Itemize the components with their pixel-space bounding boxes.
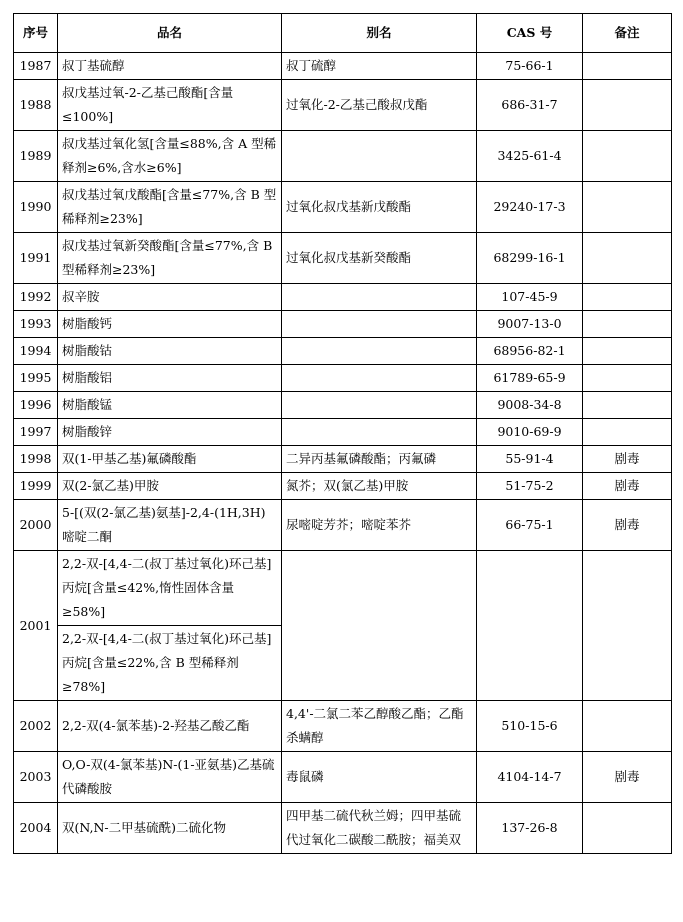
product-name: O,O-双(4-氯苯基)N-(1-亚氨基)乙基硫代磷酸胺 — [58, 752, 282, 803]
table-row — [14, 752, 672, 803]
cas-number — [477, 551, 583, 701]
alias-name: 4,4'-二氯二苯乙醇酸乙酯；乙酯杀螨醇 — [282, 701, 477, 752]
row-number: 1993 — [14, 311, 58, 338]
cas-number: 686-31-7 — [477, 80, 583, 131]
remark — [583, 419, 672, 446]
alias-name: 尿嘧啶芳芥；嘧啶苯芥 — [282, 500, 477, 551]
product-name: 2,2-双-[4,4-二(叔丁基过氧化)环己基]丙烷[含量≤22%,含 B 型稀释剂≥78%] — [58, 626, 282, 701]
header-cas: CAS 号 — [477, 14, 583, 53]
row-number: 1996 — [14, 392, 58, 419]
remark — [583, 392, 672, 419]
alias-name: 过氧化-2-乙基己酸叔戊酯 — [282, 80, 477, 131]
remark — [583, 182, 672, 233]
cas-number: 107-45-9 — [477, 284, 583, 311]
table-row — [14, 392, 672, 419]
row-number: 1992 — [14, 284, 58, 311]
table-row — [14, 701, 672, 752]
remark — [583, 311, 672, 338]
product-name: 双(N,N-二甲基硫酰)二硫化物 — [58, 803, 282, 854]
product-name: 树脂酸铝 — [58, 365, 282, 392]
product-name: 叔辛胺 — [58, 284, 282, 311]
row-number: 1998 — [14, 446, 58, 473]
cas-number: 68299-16-1 — [477, 233, 583, 284]
product-name: 双(1-甲基乙基)氟磷酸酯 — [58, 446, 282, 473]
cas-number: 68956-82-1 — [477, 338, 583, 365]
table-row — [14, 803, 672, 854]
row-number: 2001 — [14, 551, 58, 701]
header-alias: 别名 — [282, 14, 477, 53]
product-name: 双(2-氯乙基)甲胺 — [58, 473, 282, 500]
table-row — [14, 182, 672, 233]
alias-name: 氮芥；双(氯乙基)甲胺 — [282, 473, 477, 500]
table-row — [14, 551, 672, 626]
product-name: 2,2-双(4-氯苯基)-2-羟基乙酸乙酯 — [58, 701, 282, 752]
alias-name — [282, 131, 477, 182]
row-number: 1997 — [14, 419, 58, 446]
table-row — [14, 419, 672, 446]
product-name: 树脂酸钙 — [58, 311, 282, 338]
table-row — [14, 284, 672, 311]
alias-name — [282, 551, 477, 701]
remark — [583, 80, 672, 131]
cas-number: 9007-13-0 — [477, 311, 583, 338]
product-name: 叔丁基硫醇 — [58, 53, 282, 80]
alias-name — [282, 365, 477, 392]
chemical-table — [13, 13, 672, 854]
cas-number: 51-75-2 — [477, 473, 583, 500]
row-number: 1991 — [14, 233, 58, 284]
row-number: 2004 — [14, 803, 58, 854]
cas-number: 510-15-6 — [477, 701, 583, 752]
remark — [583, 131, 672, 182]
product-name: 2,2-双-[4,4-二(叔丁基过氧化)环己基]丙烷[含量≤42%,惰性固体含量≥58%] — [58, 551, 282, 626]
cas-number: 75-66-1 — [477, 53, 583, 80]
table-row — [14, 365, 672, 392]
row-number: 2000 — [14, 500, 58, 551]
remark: 剧毒 — [583, 446, 672, 473]
table-row — [14, 446, 672, 473]
table-row — [14, 233, 672, 284]
cas-number: 4104-14-7 — [477, 752, 583, 803]
row-number: 1995 — [14, 365, 58, 392]
remark — [583, 701, 672, 752]
remark — [583, 53, 672, 80]
remark: 剧毒 — [583, 500, 672, 551]
header-no: 序号 — [14, 14, 58, 53]
remark — [583, 233, 672, 284]
alias-name — [282, 419, 477, 446]
alias-name — [282, 392, 477, 419]
table-row — [14, 500, 672, 551]
alias-name — [282, 284, 477, 311]
header-note: 备注 — [583, 14, 672, 53]
row-number: 1989 — [14, 131, 58, 182]
alias-name: 过氧化叔戊基新戊酸酯 — [282, 182, 477, 233]
alias-name: 二异丙基氟磷酸酯；丙氟磷 — [282, 446, 477, 473]
alias-name: 叔丁硫醇 — [282, 53, 477, 80]
table-row — [14, 311, 672, 338]
product-name: 叔戊基过氧-2-乙基己酸酯[含量≤100%] — [58, 80, 282, 131]
cas-number: 55-91-4 — [477, 446, 583, 473]
product-name: 叔戊基过氧化氢[含量≤88%,含 A 型稀释剂≥6%,含水≥6%] — [58, 131, 282, 182]
product-name: 树脂酸钴 — [58, 338, 282, 365]
table-row — [14, 473, 672, 500]
remark — [583, 365, 672, 392]
table-row — [14, 338, 672, 365]
alias-name: 四甲基二硫代秋兰姆；四甲基硫代过氧化二碳酸二酰胺；福美双 — [282, 803, 477, 854]
cas-number: 137-26-8 — [477, 803, 583, 854]
cas-number: 9008-34-8 — [477, 392, 583, 419]
remark — [583, 284, 672, 311]
cas-number: 66-75-1 — [477, 500, 583, 551]
product-name: 叔戊基过氧新癸酸酯[含量≤77%,含 B 型稀释剂≥23%] — [58, 233, 282, 284]
row-number: 2002 — [14, 701, 58, 752]
alias-name — [282, 338, 477, 365]
alias-name: 过氧化叔戊基新癸酸酯 — [282, 233, 477, 284]
remark — [583, 551, 672, 701]
remark — [583, 803, 672, 854]
alias-name: 毒鼠磷 — [282, 752, 477, 803]
cas-number: 9010-69-9 — [477, 419, 583, 446]
product-name: 树脂酸锌 — [58, 419, 282, 446]
product-name: 5-[(双(2-氯乙基)氨基]-2,4-(1H,3H)嘧啶二酮 — [58, 500, 282, 551]
row-number: 1988 — [14, 80, 58, 131]
cas-number: 61789-65-9 — [477, 365, 583, 392]
row-number: 2003 — [14, 752, 58, 803]
cas-number: 3425-61-4 — [477, 131, 583, 182]
row-number: 1987 — [14, 53, 58, 80]
table-row — [14, 80, 672, 131]
remark: 剧毒 — [583, 473, 672, 500]
product-name: 树脂酸锰 — [58, 392, 282, 419]
remark: 剧毒 — [583, 752, 672, 803]
header-name: 品名 — [58, 14, 282, 53]
header-row — [14, 14, 672, 53]
table-row — [14, 53, 672, 80]
row-number: 1999 — [14, 473, 58, 500]
row-number: 1990 — [14, 182, 58, 233]
table-row — [14, 131, 672, 182]
cas-number: 29240-17-3 — [477, 182, 583, 233]
product-name: 叔戊基过氧戊酸酯[含量≤77%,含 B 型稀释剂≥23%] — [58, 182, 282, 233]
row-number: 1994 — [14, 338, 58, 365]
remark — [583, 338, 672, 365]
alias-name — [282, 311, 477, 338]
